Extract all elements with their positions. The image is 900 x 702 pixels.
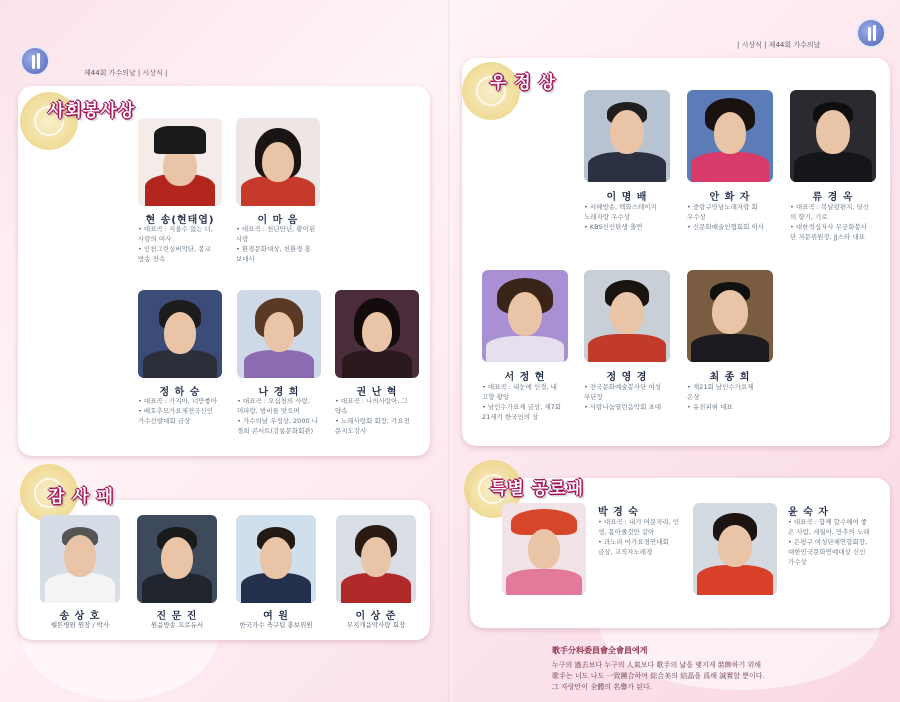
person-name: 권 난 혁 — [356, 387, 398, 398]
person-name: 나 경 희 — [258, 387, 300, 398]
person-name: 진 문 진 — [156, 611, 198, 622]
message-line: 그 자랑만이 全體의 名譽가 된다. — [552, 683, 652, 691]
person-description: • 대표곡 : 내눈에 인경, 내 고향 황앙 • 남인수가요제 금상, 제7회 21세기 한국인의 상 — [482, 383, 562, 421]
friendship-award-title: 우 정 상 — [490, 73, 557, 93]
award-photo — [138, 118, 222, 206]
person-description: • 전국문화예술봉사단 여성 부단장 • 사랑나눔열린음악회 초대 — [584, 383, 662, 411]
person-credit: 한국가수 축구팀 홍보위원 — [239, 621, 313, 629]
award-photo — [40, 515, 120, 603]
person-description: • 대표곡 : 가지마, 너만좋아 • 배호추모가요제전국신인 가수선발대회 금상 — [138, 397, 218, 425]
person-name: 여 원 — [263, 611, 289, 622]
person-description: • 대표곡 : 지울수 없는 너, 사랑의 여사 • 인천그린실버악단, 봉교 방송 전속 — [138, 225, 213, 263]
person-name: 송 상 호 — [59, 611, 101, 622]
person-description: • 대표곡 : 천년만년, 황이된 사랑 • 환경문화대상, 친환경 홍 보대사 — [236, 225, 316, 263]
message-line: 누구의 過去보다 누구의 人氣보다 歌手의 낢을 맺지게 裝飾하기 위해 — [552, 661, 762, 669]
award-photo — [335, 290, 419, 378]
person-description: • 대표곡 : 함께 합수해여 좋 은 사람, 세월아, 만추의 노래 • 은평구 여성단체연합회장, 대한민국문화연예대상 신인 가수상 — [788, 518, 870, 566]
person-description: • 대표곡 : 내가 머문자리, 인 생, 몸아줄것만 같아 • 과노라 마가요경연대회 금상, 교직자노래경 — [598, 518, 680, 556]
person-description: • 대표곡 : 오십천의 사랑, 미파랑, 밤비를 맞으며 • 가수의날 우정상, 2000 나 경희 콘서트(강릉문화회관) — [237, 397, 318, 435]
award-photo — [138, 290, 222, 378]
person-description: • 제21회 남인수가요제 은상 • 유진피혀 대표 — [687, 383, 754, 411]
award-photo — [693, 503, 777, 595]
award-photo — [584, 90, 670, 182]
singers-day-logo-icon — [856, 18, 886, 48]
person-name: 현 송(현태엽) — [145, 215, 215, 226]
award-photo — [687, 90, 773, 182]
message-line: 歌手는 너도 나도 一致團合하여 綜合美의 結晶을 爲해 誠實할 뿐이다. — [552, 672, 765, 680]
person-description: • 서해방송, 백화스테이지 노래자랑 우수상 • KBS신인탄생 출연 — [584, 203, 657, 231]
person-name: 이 상 준 — [355, 611, 397, 622]
person-name: 이 마 음 — [257, 215, 299, 226]
award-photo — [687, 270, 773, 362]
person-name: 안 화 자 — [709, 192, 751, 203]
award-photo — [584, 270, 670, 362]
singers-day-logo-icon — [20, 46, 50, 76]
award-photo — [137, 515, 217, 603]
person-description: • 대표곡 : 복날광편지, 당신 의 향기, 기로 • 대한적십자사 무궁화봉사 단 자문위원장, JJ스타 대표 — [790, 203, 870, 241]
person-credit: 웰튼병원 원장 / 박사 — [50, 621, 110, 629]
message-title: 歌手分科委員會全會員에게 — [552, 646, 648, 655]
thanks-plaque-title: 감 사 패 — [48, 487, 115, 507]
person-description: • 대표곡 : 나의사랑아, 그 약속 • 노래사랑회 회장, 가요전 문지도강사 — [335, 397, 410, 435]
special-contribution-title: 특별 공로패 — [490, 479, 585, 499]
person-name: 서 정 현 — [504, 372, 546, 383]
right-page-header: | 시상식 | 제44회 가수의날 — [737, 41, 821, 49]
person-name: 류 경 옥 — [812, 192, 854, 203]
person-name: 윤 숙 자 — [788, 507, 829, 518]
person-name: 정 영 경 — [606, 372, 648, 383]
person-credit: 무지개음악사랑 회장 — [346, 621, 406, 629]
person-name: 박 경 숙 — [598, 507, 639, 518]
social-service-title: 사회봉사상 — [48, 101, 136, 121]
award-photo — [237, 290, 321, 378]
award-photo — [482, 270, 568, 362]
person-description: • 중랑구민남노래자랑 회 우수상 • 신문화예술인협회회 이사 — [687, 203, 765, 231]
page-fold — [448, 0, 452, 702]
award-photo — [502, 503, 586, 595]
person-credit: 원음방송 프로듀서 — [150, 621, 204, 629]
award-photo — [790, 90, 876, 182]
left-page-header: 제44회 가수의날 | 시상식 | — [84, 69, 168, 77]
person-name: 정 하 승 — [159, 387, 201, 398]
person-name: 최 종 희 — [709, 372, 751, 383]
person-name: 이 명 배 — [606, 192, 648, 203]
award-photo — [236, 118, 320, 206]
award-photo — [236, 515, 316, 603]
award-photo — [336, 515, 416, 603]
